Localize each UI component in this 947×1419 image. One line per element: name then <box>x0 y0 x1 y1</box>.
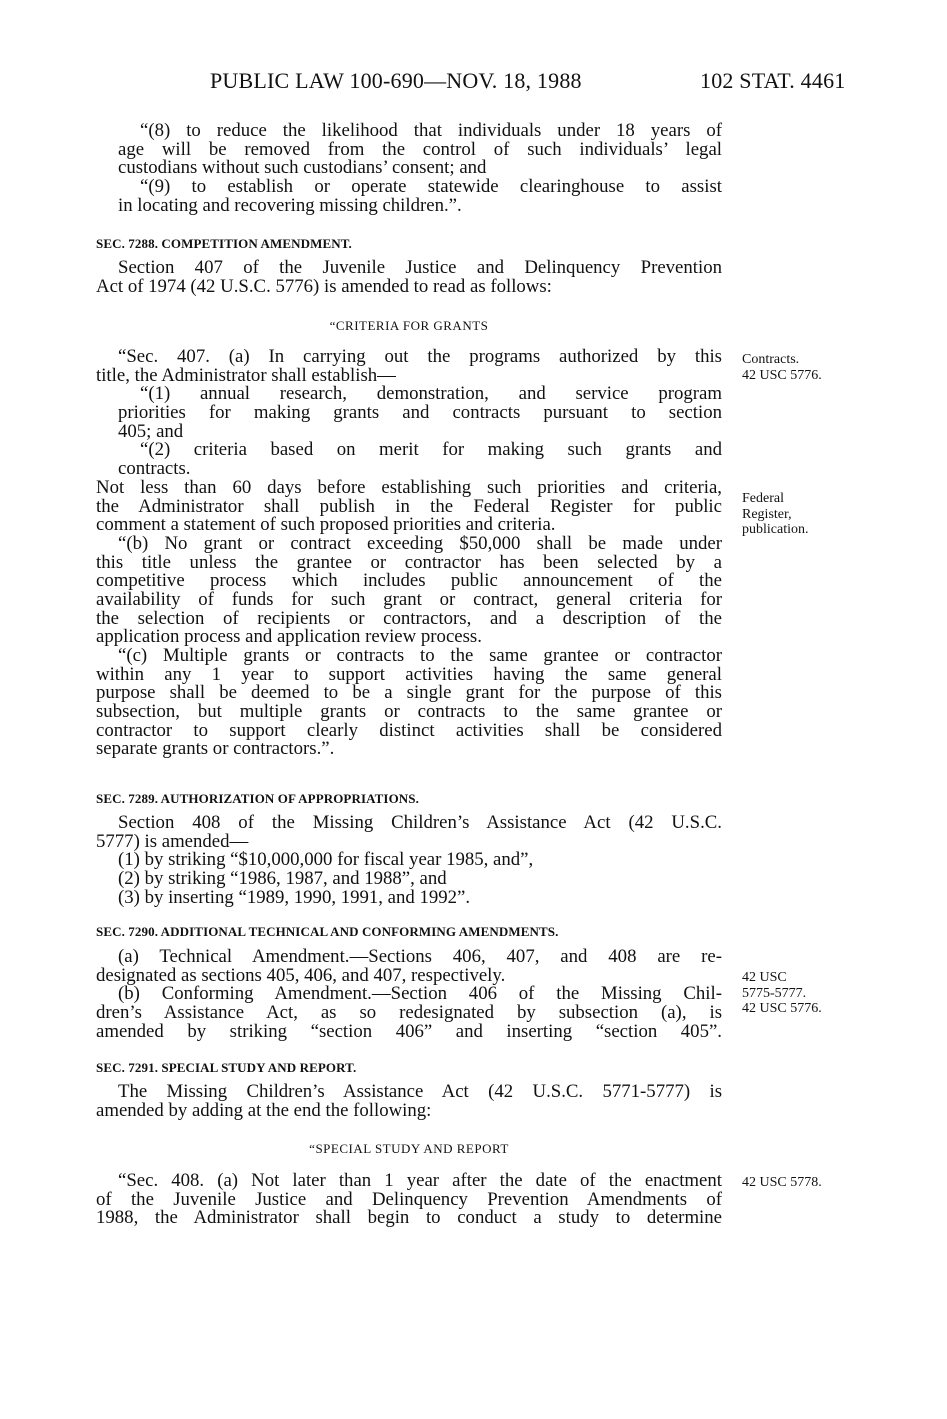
sec7289-text <box>96 814 722 907</box>
text-line: comment a statement of such proposed priorities and criteria. <box>96 514 556 536</box>
sec7290-text <box>96 948 722 1041</box>
text-line: “(8) to reduce the likelihood that individuals under 18 years of <box>140 120 722 141</box>
sec407-text <box>96 348 722 759</box>
text-line: purpose shall be deemed to be a single grant for the purpose of this <box>96 682 722 704</box>
text-line: amended by striking “section 406” and inserting “section 405”. <box>96 1020 722 1042</box>
center-heading-criteria: “CRITERIA FOR GRANTS <box>329 318 489 333</box>
section-heading-7291: SEC. 7291. SPECIAL STUDY AND REPORT. <box>96 1060 357 1075</box>
text-line: custodians without such custodians’ consent; and <box>118 157 487 179</box>
text-line: (a) Technical Amendment.—Sections 406, 407, and 408 are re- <box>118 946 722 967</box>
margin-note-line: 42 USC 5776. <box>742 1001 822 1016</box>
sec408-text <box>96 1172 722 1228</box>
section-heading-7290: SEC. 7290. ADDITIONAL TECHNICAL AND CONFORMING AMENDMENTS. <box>96 924 559 939</box>
section-heading-7289: SEC. 7289. AUTHORIZATION OF APPROPRIATIONS. <box>96 791 419 806</box>
text-line: (1) by striking “$10,000,000 for fiscal year 1985, and”, <box>118 849 534 871</box>
text-line: in locating and recovering missing children.”. <box>118 194 462 216</box>
running-header-stat: 102 STAT. 4461 <box>700 68 846 93</box>
margin-note-line: Contracts. <box>742 352 800 367</box>
text-line: application process and application review process. <box>96 626 482 648</box>
text-line: “(1) annual research, demonstration, and service program <box>140 383 722 405</box>
text-line: amended by adding at the end the following: <box>96 1099 432 1121</box>
margin-note-contracts <box>742 352 822 383</box>
text-line: Act of 1974 (42 U.S.C. 5776) is amended to read as follows: <box>96 275 552 297</box>
text-line: separate grants or contractors.”. <box>96 738 335 760</box>
text-line: dren’s Assistance Act, as so redesignated by subsection (a), is <box>96 1002 722 1024</box>
margin-note-redesignation <box>742 970 822 1017</box>
text-line: Section 407 of the Juvenile Justice and Delinquency Prevention <box>118 257 722 278</box>
text-line: title, the Administrator shall establish— <box>96 364 396 386</box>
text-line: “Sec. 407. (a) In carrying out the programs authorized by this <box>118 346 722 367</box>
text-line: Not less than 60 days before establishing such priorities and criteria, <box>96 476 722 498</box>
text-line: (3) by inserting “1989, 1990, 1991, and 1992”. <box>118 886 471 908</box>
text-line: designated as sections 405, 406, and 407, respectively. <box>96 964 506 986</box>
text-line: 405; and <box>118 420 184 442</box>
text-line: contractor to support clearly distinct activities shall be considered <box>96 719 722 741</box>
text-line: 5777) is amended— <box>96 830 249 852</box>
margin-note-line: 5775-5777. <box>742 985 807 1001</box>
text-line: the Administrator shall publish in the Federal Register for public <box>96 495 722 517</box>
margin-note-line: 42 USC 5776. <box>742 367 822 383</box>
section-heading-7288: SEC. 7288. COMPETITION AMENDMENT. <box>96 236 352 251</box>
clauses-8-9 <box>96 122 722 215</box>
text-line: 1988, the Administrator shall begin to conduct a study to determine <box>96 1207 722 1229</box>
running-header-title: PUBLIC LAW 100-690—NOV. 18, 1988 <box>210 68 582 93</box>
sec7288-intro <box>96 259 722 296</box>
margin-note-line: publication. <box>742 522 809 537</box>
text-line: “(b) No grant or contract exceeding $50,000 shall be made under <box>118 532 722 554</box>
text-line: priorities for making grants and contracts pursuant to section <box>118 402 722 424</box>
text-line: age will be removed from the control of such individuals’ legal <box>118 138 722 160</box>
text-line: (b) Conforming Amendment.—Section 406 of the Missing Chil- <box>118 983 722 1005</box>
margin-note-line: 42 USC 5778. <box>742 1175 822 1190</box>
text-line: competitive process which includes public announcement of the <box>96 570 722 592</box>
text-line: The Missing Children’s Assistance Act (42 U.S.C. 5771-5777) is <box>118 1081 722 1102</box>
text-line: contracts. <box>118 458 191 480</box>
margin-note-federal-register <box>742 491 809 538</box>
margin-note-line: Register, <box>742 506 792 522</box>
center-heading-special-study: “SPECIAL STUDY AND REPORT <box>309 1141 509 1156</box>
text-line: “(2) criteria based on merit for making such grants and <box>140 439 722 461</box>
text-line: subsection, but multiple grants or contracts to the same grantee or <box>96 701 722 723</box>
text-line: availability of funds for such grant or contract, general criteria for <box>96 588 722 610</box>
sec7291-intro <box>96 1083 722 1120</box>
text-line: the selection of recipients or contractors, and a description of the <box>96 607 722 629</box>
margin-note-special-study <box>742 1175 822 1191</box>
margin-note-line: 42 USC <box>742 970 787 985</box>
text-line: “(c) Multiple grants or contracts to the same grantee or contractor <box>118 645 722 666</box>
text-line: of the Juvenile Justice and Delinquency Prevention Amendments of <box>96 1188 722 1210</box>
text-line: within any 1 year to support activities having the same general <box>96 663 722 685</box>
text-line: Section 408 of the Missing Children’s Assistance Act (42 U.S.C. <box>118 812 722 833</box>
text-line: “Sec. 408. (a) Not later than 1 year after the date of the enactment <box>118 1170 722 1191</box>
text-line: (2) by striking “1986, 1987, and 1988”, and <box>118 868 447 890</box>
margin-note-line: Federal <box>742 491 784 506</box>
text-line: “(9) to establish or operate statewide clearinghouse to assist <box>140 176 722 198</box>
text-line: this title unless the grantee or contractor has been selected by a <box>96 551 722 573</box>
